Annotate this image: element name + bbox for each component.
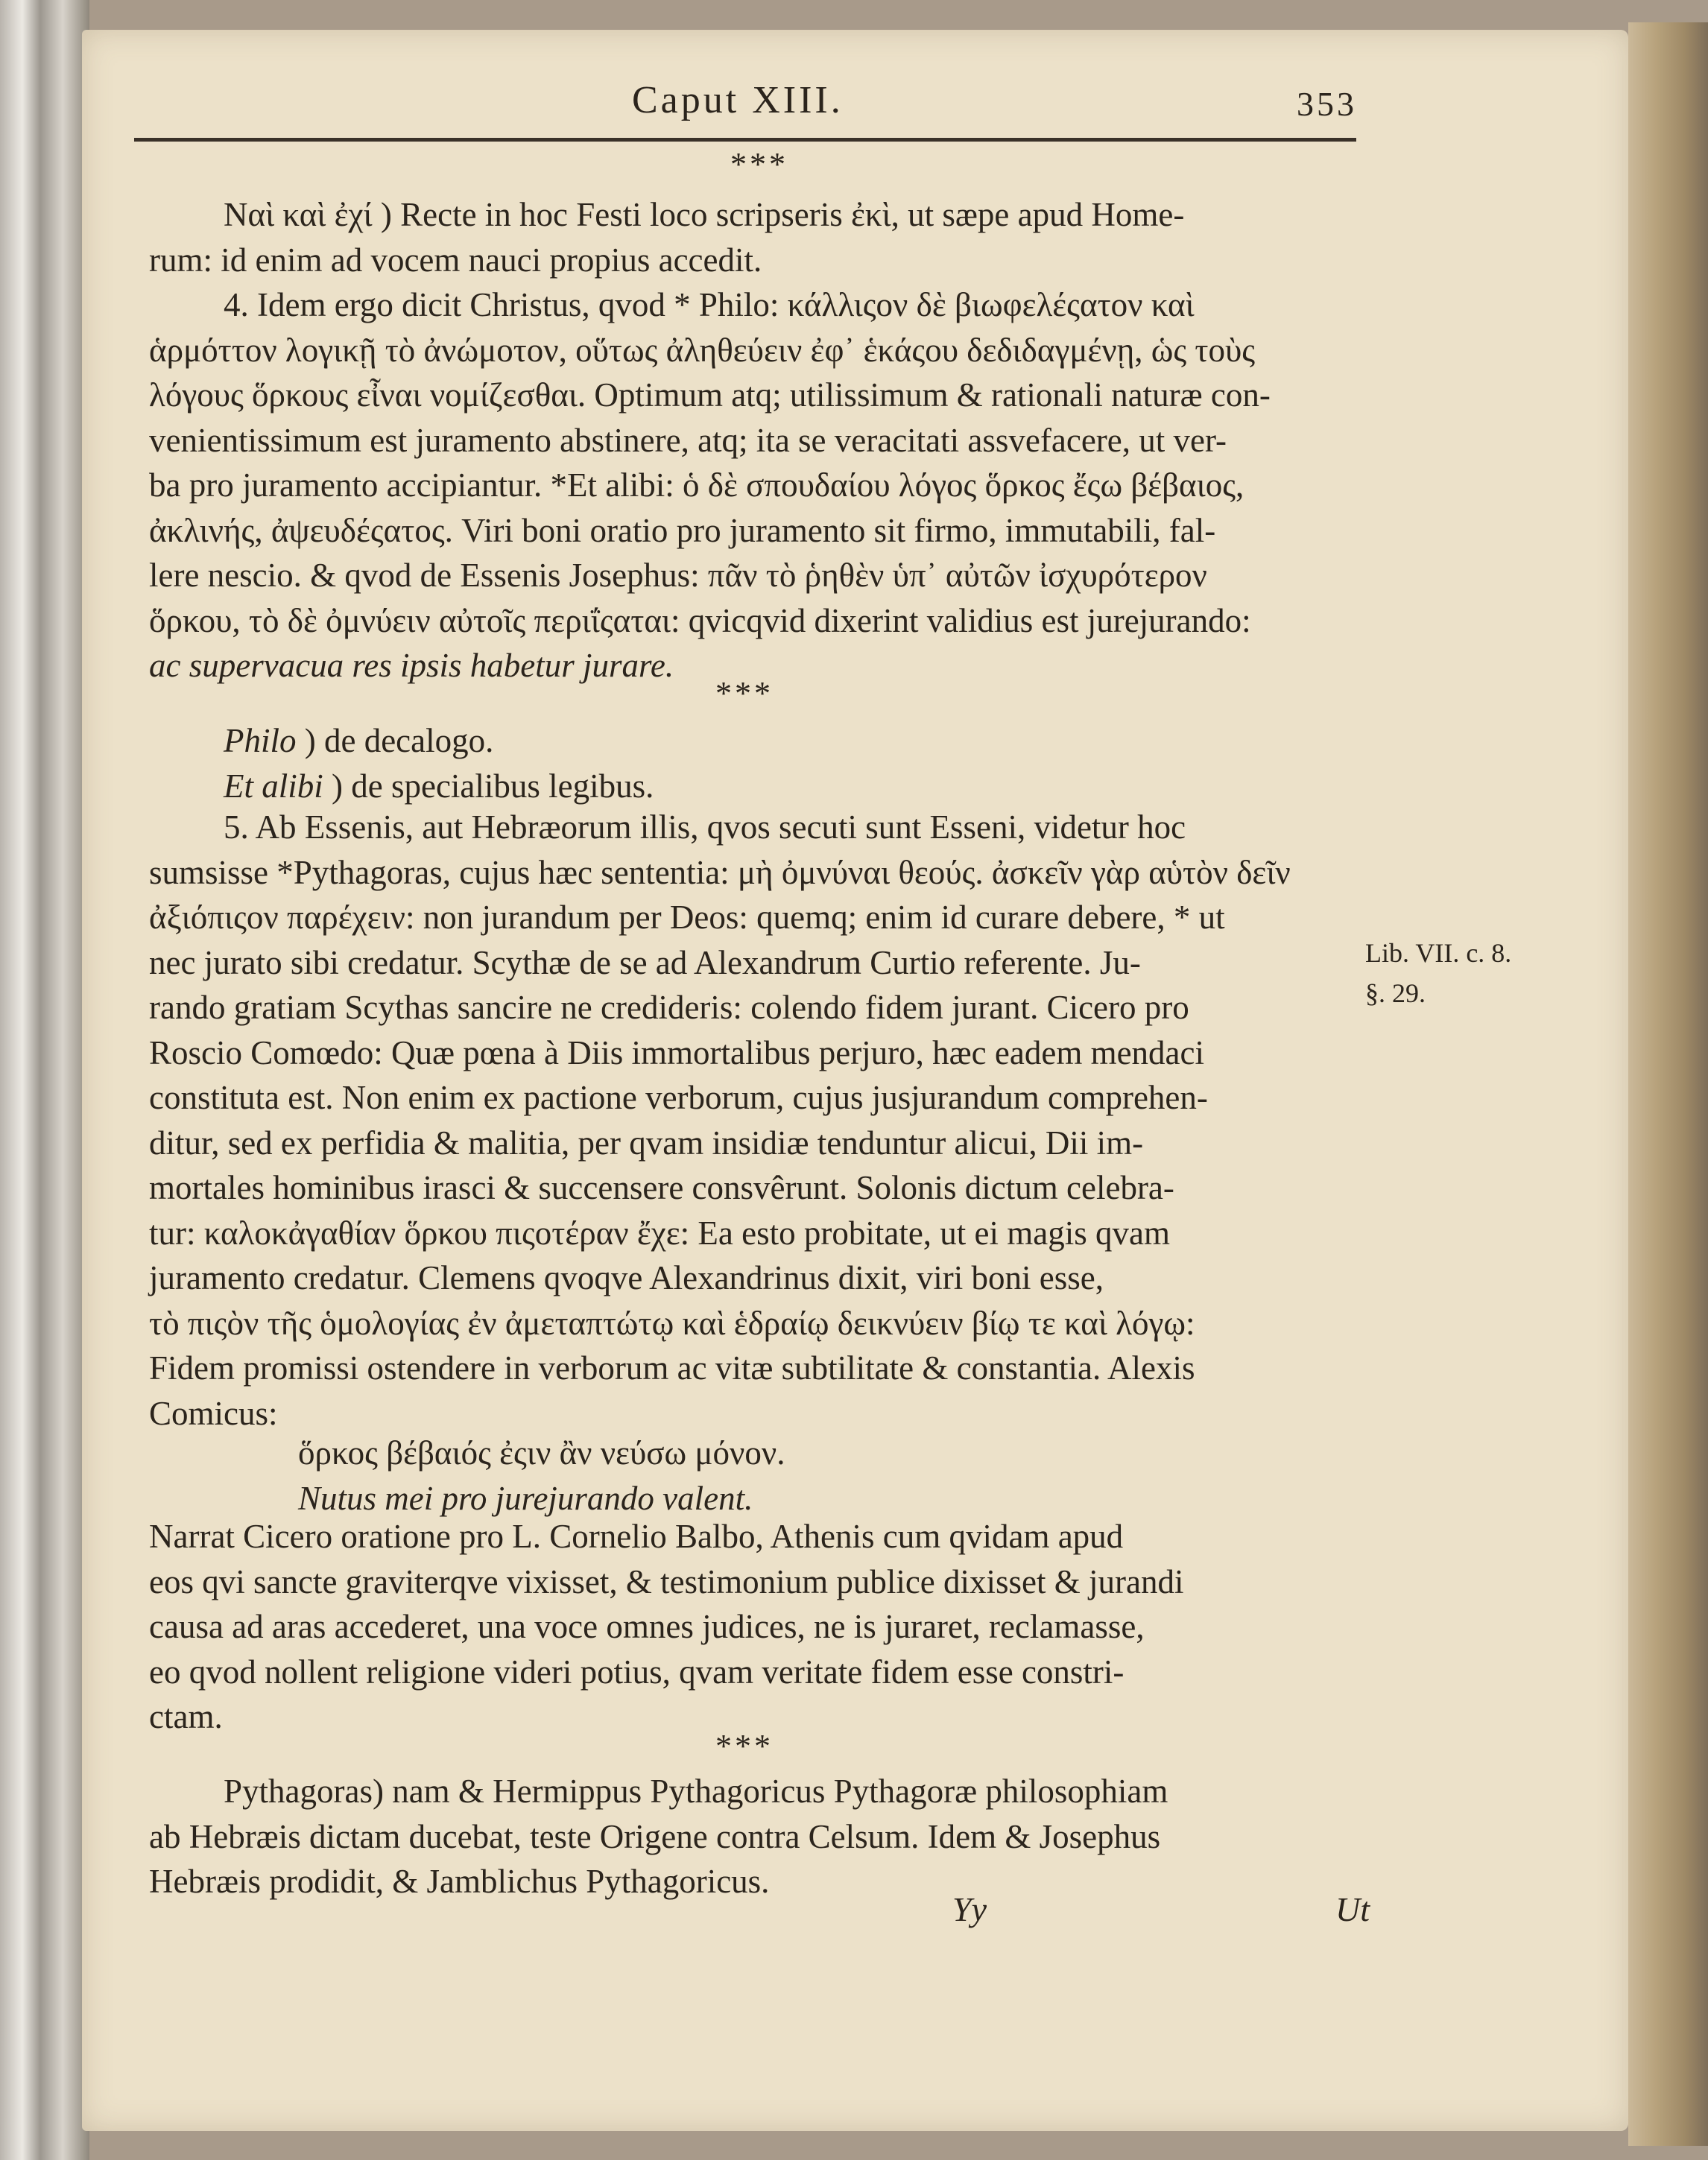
text-line: lere nescio. & qvod de Essenis Josephus: πᾶν τὸ ῥηθὲν ὑπ᾽ αὐτῶν ἰσχυρότερον [149, 557, 1207, 594]
text-line: rando gratiam Scythas sancire ne credideris: colendo fidem jurant. Cicero pro [149, 989, 1189, 1026]
margin-note-line: §. 29. [1365, 978, 1426, 1008]
text-line: Narrat Cicero oratione pro L. Cornelio Balbo, Athenis cum qvidam apud [149, 1518, 1124, 1555]
note-line [149, 718, 1356, 764]
text-line: venientissimum est juramento abstinere, atq; ita se veracitati assvefacere, ut ver- [149, 421, 1227, 459]
note-lemma: Philo [224, 722, 297, 759]
paragraph-4 [149, 282, 1356, 688]
margin-note [1365, 933, 1511, 1013]
text-line: ba pro juramento accipiantur. *Et alibi: ὁ δὲ σπουδαίου λόγος ὅρκος ἔςω βέβαιος, [149, 466, 1244, 504]
text-line: rum: id enim ad vocem nauci propius accedit. [149, 241, 762, 279]
verse-line: ὅρκος βέβαιός ἐςιν ἂν νεύσω μόνον. [298, 1434, 785, 1472]
text-line: ditur, sed ex perfidia & malitia, per qvam insidiæ tenduntur alicui, Dii im- [149, 1124, 1144, 1162]
text-line: λόγους ὅρκους εἶναι νομίζεσθαι. Optimum atq; utilissimum & rationali naturæ con- [149, 376, 1271, 414]
text-line: Comicus: [149, 1394, 278, 1432]
text-line: ὅρκου, τὸ δὲ ὀμνύειν αὐτοῖς περιΐςαται: qvicqvid dixerint validius est jurejurando: [149, 601, 1251, 639]
note-text: ) de decalogo. [304, 722, 494, 759]
page-edges-right [1628, 22, 1708, 2146]
text-line: Roscio Comœdo: Quæ pœna à Diis immortalibus perjuro, hæc eadem mendaci [149, 1033, 1205, 1071]
text-line: 4. Idem ergo dicit Christus, qvod * Philo: κάλλιςον δὲ βιωφελέςατον καὶ [224, 286, 1195, 323]
separator-3: *** [715, 1728, 774, 1764]
text-line: Pythagoras) nam & Hermippus Pythagoricus Pythagoræ philosophiam [224, 1773, 1168, 1810]
text-line: ab Hebræis dictam ducebat, teste Origene contra Celsum. Idem & Josephus [149, 1817, 1161, 1855]
text-line: Ναὶ καὶ ἐχί ) Recte in hoc Festi loco scripseris ἐκὶ, ut sæpe apud Home- [224, 196, 1185, 233]
text-line: causa ad aras accederet, una voce omnes judices, ne is juraret, reclamasse, [149, 1608, 1145, 1645]
text-line: ac supervacua res ipsis habetur jurare. [149, 647, 674, 684]
text-line: sumsisse *Pythagoras, cujus hæc sententia: μὴ ὀμνύναι θεούς. ἀσκεῖν γὰρ αὑτὸν δεῖν [149, 853, 1291, 891]
text-line: juramento credatur. Clemens qvoqve Alexandrinus dixit, viri boni esse, [149, 1259, 1104, 1296]
separator-2: *** [715, 675, 774, 712]
paragraph-cicero [149, 1514, 1356, 1740]
text-line: Hebræis prodidit, & Jamblichus Pythagoricus. [149, 1863, 770, 1900]
paragraph-5 [149, 805, 1356, 1436]
signature-mark: Yy [952, 1890, 987, 1928]
page-number: 353 [1297, 85, 1357, 123]
text-line: nec jurato sibi credatur. Scythæ de se ad Alexandrum Curtio referente. Ju- [149, 943, 1141, 981]
verse-alexis [149, 1431, 1356, 1521]
book-binding-left [0, 0, 89, 2160]
margin-note-line: Lib. VII. c. 8. [1365, 938, 1512, 968]
verse-line: Nutus mei pro jurejurando valent. [298, 1479, 753, 1517]
note-line [149, 764, 1356, 809]
text-line: τὸ πιςὸν τῆς ὁμολογίας ἐν ἀμεταπτώτῳ καὶ ἑδραίῳ δεικνύειν βίῳ τε καὶ λόγῳ: [149, 1304, 1195, 1342]
text-line: ctam. [149, 1698, 223, 1735]
paragraph-note-festus [149, 192, 1356, 282]
notes-philo [149, 718, 1356, 808]
text-line: mortales hominibus irasci & succensere consvêrunt. Solonis dictum celebra- [149, 1169, 1174, 1206]
separator-1: *** [730, 146, 788, 183]
text-line: constituta est. Non enim ex pactione verborum, cujus jusjurandum comprehen- [149, 1079, 1208, 1116]
notes-pythagoras [149, 1769, 1356, 1904]
note-text: ) de specialibus legibus. [332, 767, 654, 805]
text-line: 5. Ab Essenis, aut Hebræorum illis, qvos secuti sunt Esseni, videtur hoc [224, 808, 1186, 846]
text-line: Fidem promissi ostendere in verborum ac vitæ subtilitate & constantia. Alexis [149, 1349, 1195, 1387]
text-line: tur: καλοκἀγαθίαν ὅρκου πιςοτέραν ἔχε: Ea esto probitate, ut ei magis qvam [149, 1214, 1170, 1252]
text-line: eo qvod nollent religione videri potius, qvam veritate fidem esse constri- [149, 1653, 1125, 1691]
note-lemma: Et alibi [224, 767, 323, 805]
chapter-title: Caput XIII. [632, 79, 844, 121]
text-line: ἁρμόττον λογικῇ τὸ ἀνώμοτον, οὕτως ἀληθεύειν ἐφ᾽ ἑκάςου δεδιδαγμένῃ, ὡς τοὺς [149, 331, 1256, 369]
text-line: eos qvi sancte graviterqve vixisset, & testimonium publice dixisset & jurandi [149, 1562, 1184, 1600]
header-rule [134, 138, 1356, 142]
catchword: Ut [1335, 1890, 1370, 1928]
running-head [134, 78, 1364, 138]
text-line: ἀξιόπιςον παρέχειν: non jurandum per Deos: quemq; enim id curare debere, * ut [149, 899, 1225, 936]
text-line: ἀκλινής, ἀψευδέςατος. Viri boni oratio pro juramento sit firmo, immutabili, fal- [149, 511, 1216, 549]
